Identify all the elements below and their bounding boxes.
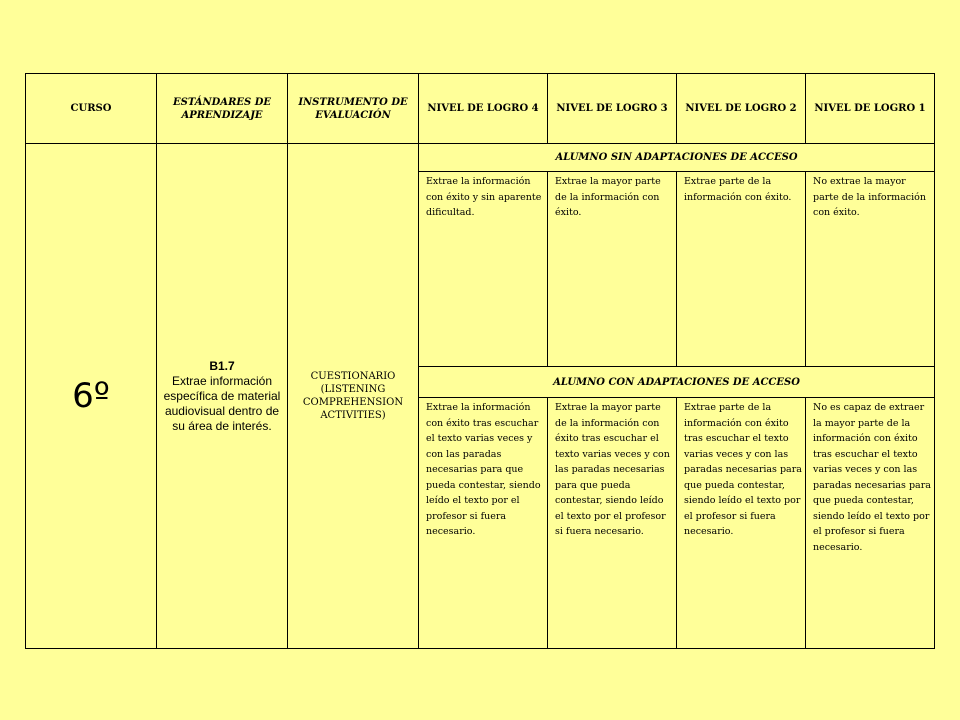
header-nivel-2: NIVEL DE LOGRO 2 <box>677 74 806 144</box>
estandar-text: Extrae información específica de material audiovisual dentro de su área de interés. <box>163 373 281 433</box>
level-4-description: Extrae la información con éxito y sin aparente dificultad. <box>419 172 548 367</box>
level-3-description: Extrae la mayor parte de la información con éxito. <box>548 172 677 367</box>
level-2-description: Extrae parte de la información con éxito tras escuchar el texto varias veces y con las paradas necesarias para que pueda contestar, siendo leído el texto por el profesor si fuera necesario. <box>677 398 806 649</box>
group-title-con-adaptaciones: ALUMNO CON ADAPTACIONES DE ACCESO <box>419 367 935 398</box>
level-3-description: Extrae la mayor parte de la información con éxito tras escuchar el texto varias veces y con las paradas necesarias para que pueda contestar, siendo leído el texto por el profesor si fuera necesario. <box>548 398 677 649</box>
curso-cell: 6º <box>26 144 157 649</box>
estandar-cell <box>157 144 288 649</box>
level-1-description: No extrae la mayor parte de la información con éxito. <box>806 172 935 367</box>
header-nivel-1: NIVEL DE LOGRO 1 <box>806 74 935 144</box>
header-estandares: ESTÁNDARES DE APRENDIZAJE <box>157 74 288 144</box>
instrumento-cell: CUESTIONARIO (LISTENING COMPREHENSION ACTIVITIES) <box>288 144 419 649</box>
group-title-row <box>26 144 935 172</box>
header-curso: CURSO <box>26 74 157 144</box>
level-1-description: No es capaz de extraer la mayor parte de la información con éxito tras escuchar el texto varias veces y con las paradas necesarias para que pueda contestar, siendo leído el texto por el profesor si fuera necesario. <box>806 398 935 649</box>
header-instrumento: INSTRUMENTO DE EVALUACIÓN <box>288 74 419 144</box>
group-title-sin-adaptaciones: ALUMNO SIN ADAPTACIONES DE ACCESO <box>419 144 935 172</box>
level-2-description: Extrae parte de la información con éxito. <box>677 172 806 367</box>
header-nivel-4: NIVEL DE LOGRO 4 <box>419 74 548 144</box>
header-nivel-3: NIVEL DE LOGRO 3 <box>548 74 677 144</box>
level-4-description: Extrae la información con éxito tras escuchar el texto varias veces y con las paradas necesarias para que pueda contestar, siendo leído el texto por el profesor si fuera necesario. <box>419 398 548 649</box>
evaluation-rubric-table <box>25 73 935 649</box>
estandar-code: B1.7 <box>209 358 235 373</box>
header-row <box>26 74 935 144</box>
